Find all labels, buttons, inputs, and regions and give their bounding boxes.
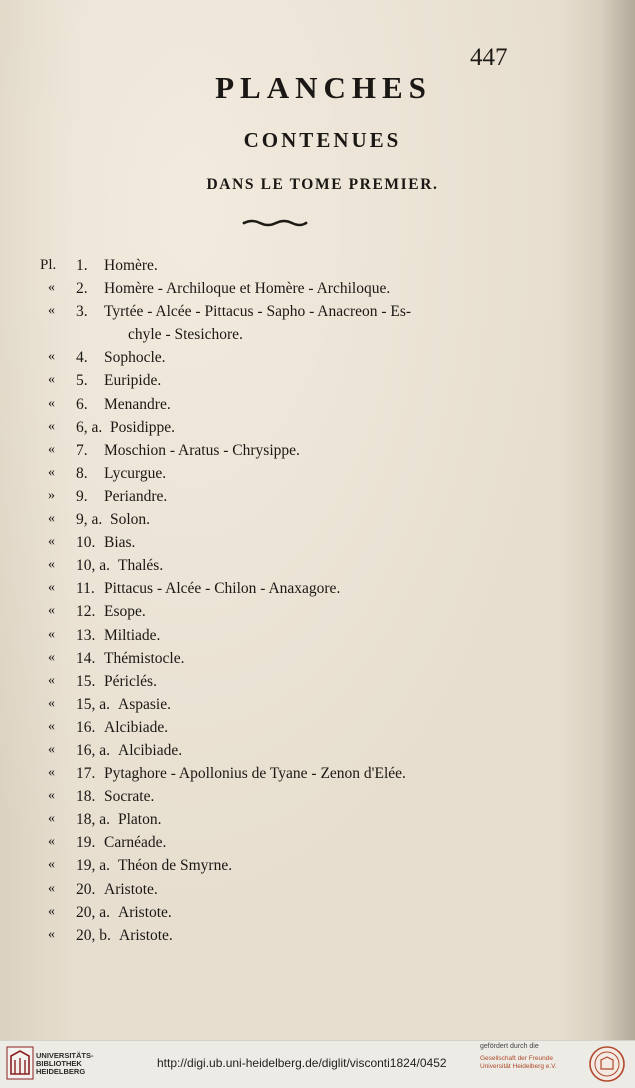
entry-text: Homère - Archiloque et Homère - Archiloque. xyxy=(104,280,391,298)
entry-mark: « xyxy=(48,511,55,527)
entry-mark: « xyxy=(48,926,55,942)
entry-text: Bias. xyxy=(104,534,136,552)
entry-text: Lycurgue. xyxy=(104,464,167,482)
entry-text: Thémistocle. xyxy=(104,649,185,667)
entry-text: Pytaghore - Apollonius de Tyane - Zenon d'Elée. xyxy=(104,765,406,783)
entry-number: 13. xyxy=(76,626,96,644)
entry-text: Socrate. xyxy=(104,788,155,806)
plate-entry xyxy=(0,694,635,717)
entry-number: 19, a. xyxy=(76,857,111,875)
entry-number: 3. xyxy=(76,303,88,321)
entry-text: Alcibiade. xyxy=(104,718,169,736)
entry-number: 20. xyxy=(76,880,96,898)
permalink-url[interactable]: http://digi.ub.uni-heidelberg.de/diglit/visconti1824/0452 xyxy=(157,1056,447,1070)
plate-entry xyxy=(0,625,635,648)
entry-number: 18. xyxy=(76,788,96,806)
entry-text: Homère. xyxy=(104,257,158,274)
entry-text: Aristote. xyxy=(104,880,158,898)
entry-mark: « xyxy=(48,857,55,873)
entry-text: chyle - Stesichore. xyxy=(128,326,243,344)
entry-text: Sophocle. xyxy=(104,349,166,367)
entry-number: 6, a. xyxy=(76,418,103,436)
entry-mark: « xyxy=(48,695,55,711)
plate-entry xyxy=(0,740,635,763)
entry-mark: « xyxy=(48,903,55,919)
entry-number: 18, a. xyxy=(76,811,111,829)
ornament-divider-icon xyxy=(242,218,308,228)
entry-number: 6. xyxy=(76,395,88,413)
entry-number: 15. xyxy=(76,672,96,690)
entry-text: Miltiade. xyxy=(104,626,161,644)
entry-text: Aristote. xyxy=(118,903,172,921)
plate-entry xyxy=(0,509,635,532)
library-name-line-1: UNIVERSITÄTS- xyxy=(36,1051,94,1060)
entry-number: 5. xyxy=(76,372,88,390)
page-title: PLANCHES xyxy=(215,70,432,105)
plate-entry xyxy=(0,902,635,925)
entry-text: Esope. xyxy=(104,603,146,621)
funder-name-line-1: Gesellschaft der Freunde xyxy=(480,1055,553,1062)
plate-entry xyxy=(0,347,635,370)
plate-entry xyxy=(0,671,635,694)
entry-number: 7. xyxy=(76,441,88,459)
entry-number: 19. xyxy=(76,834,96,852)
entry-mark: « xyxy=(48,603,55,619)
library-name-line-2: BIBLIOTHEK xyxy=(36,1059,82,1068)
entry-number: 8. xyxy=(76,464,88,482)
entry-mark: « xyxy=(48,534,55,550)
entry-mark: « xyxy=(48,557,55,573)
plate-entry xyxy=(0,463,635,486)
entry-mark: « xyxy=(48,672,55,688)
entry-mark: Pl. xyxy=(40,257,57,273)
entry-mark: « xyxy=(48,580,55,596)
entry-number: 2. xyxy=(76,280,88,298)
entry-number: 4. xyxy=(76,349,88,367)
plate-entry xyxy=(0,555,635,578)
entry-text: Aspasie. xyxy=(118,695,171,713)
entry-text: Periandre. xyxy=(104,487,168,505)
entry-mark: « xyxy=(48,765,55,781)
entry-text: Pittacus - Alcée - Chilon - Anaxagore. xyxy=(104,580,341,598)
plate-entry xyxy=(0,278,635,301)
entry-text: Tyrtée - Alcée - Pittacus - Sapho - Anacreon - Es- xyxy=(104,303,412,321)
plate-entry xyxy=(0,324,635,347)
entry-text: Carnéade. xyxy=(104,834,167,852)
plate-entry xyxy=(0,832,635,855)
entry-text: Euripide. xyxy=(104,372,162,390)
plate-entry xyxy=(0,717,635,740)
entry-mark: « xyxy=(48,626,55,642)
entry-mark: « xyxy=(48,788,55,804)
entry-number: 1. xyxy=(76,257,88,274)
entry-mark: « xyxy=(48,880,55,896)
page-subtitle-2: DANS LE TOME PREMIER. xyxy=(206,176,439,193)
plate-entry xyxy=(0,601,635,624)
plate-entry xyxy=(0,417,635,440)
entry-mark: « xyxy=(48,280,55,296)
entry-mark: « xyxy=(48,395,55,411)
university-seal-icon xyxy=(588,1045,626,1083)
library-name-line-3: HEIDELBERG xyxy=(36,1067,86,1076)
entry-text: Platon. xyxy=(118,811,162,829)
plate-entry xyxy=(0,578,635,601)
entry-text: Périclés. xyxy=(104,672,157,690)
entry-number: 9. xyxy=(76,487,88,505)
entry-number: 16, a. xyxy=(76,741,111,759)
entry-mark: « xyxy=(48,718,55,734)
entry-text: Moschion - Aratus - Chrysippe. xyxy=(104,441,300,459)
university-library-logo-icon xyxy=(6,1046,34,1080)
entry-text: Menandre. xyxy=(104,395,171,413)
entry-mark: « xyxy=(48,741,55,757)
entry-mark: « xyxy=(48,811,55,827)
entry-mark: « xyxy=(48,834,55,850)
plate-entry xyxy=(0,855,635,878)
entry-number: 10. xyxy=(76,534,96,552)
entry-number: 20, b. xyxy=(76,926,111,944)
plate-entry xyxy=(0,648,635,671)
entry-text: Posidippe. xyxy=(110,418,176,436)
entry-mark: « xyxy=(48,464,55,480)
entry-number: 16. xyxy=(76,718,96,736)
funder-name xyxy=(480,1055,557,1071)
entry-number: 12. xyxy=(76,603,96,621)
funding-label: gefördert durch die xyxy=(480,1043,539,1050)
entry-number: 9, a. xyxy=(76,511,103,529)
plate-entry xyxy=(0,925,635,948)
plate-entry xyxy=(0,763,635,786)
page-subtitle: CONTENUES xyxy=(243,128,402,152)
plates-list xyxy=(0,255,635,948)
entry-mark: « xyxy=(48,349,55,365)
plate-entry xyxy=(0,809,635,832)
plate-entry xyxy=(0,370,635,393)
entry-mark: « xyxy=(48,649,55,665)
entry-number: 20, a. xyxy=(76,903,111,921)
plate-entry xyxy=(0,301,635,324)
entry-number: 14. xyxy=(76,649,96,667)
plate-entry xyxy=(0,532,635,555)
library-name xyxy=(36,1052,94,1076)
plate-entry xyxy=(0,394,635,417)
entry-mark: » xyxy=(48,487,55,503)
entry-number: 11. xyxy=(76,580,95,598)
plate-entry xyxy=(0,879,635,902)
plate-entry xyxy=(0,486,635,509)
plate-entry xyxy=(0,786,635,809)
funder-name-line-2: Universität Heidelberg e.V. xyxy=(480,1063,557,1070)
entry-text: Théon de Smyrne. xyxy=(118,857,233,875)
plate-entry xyxy=(0,255,635,278)
entry-mark: « xyxy=(48,441,55,457)
entry-text: Solon. xyxy=(110,511,151,529)
entry-text: Aristote. xyxy=(119,926,173,944)
entry-mark: « xyxy=(48,372,55,388)
entry-number: 17. xyxy=(76,765,96,783)
entry-mark: « xyxy=(48,418,55,434)
entry-text: Thalés. xyxy=(118,557,164,575)
entry-number: 15, a. xyxy=(76,695,111,713)
entry-text: Alcibiade. xyxy=(118,741,183,759)
entry-mark: « xyxy=(48,303,55,319)
entry-number: 10, a. xyxy=(76,557,111,575)
plate-entry xyxy=(0,440,635,463)
page-number: 447 xyxy=(470,44,508,71)
